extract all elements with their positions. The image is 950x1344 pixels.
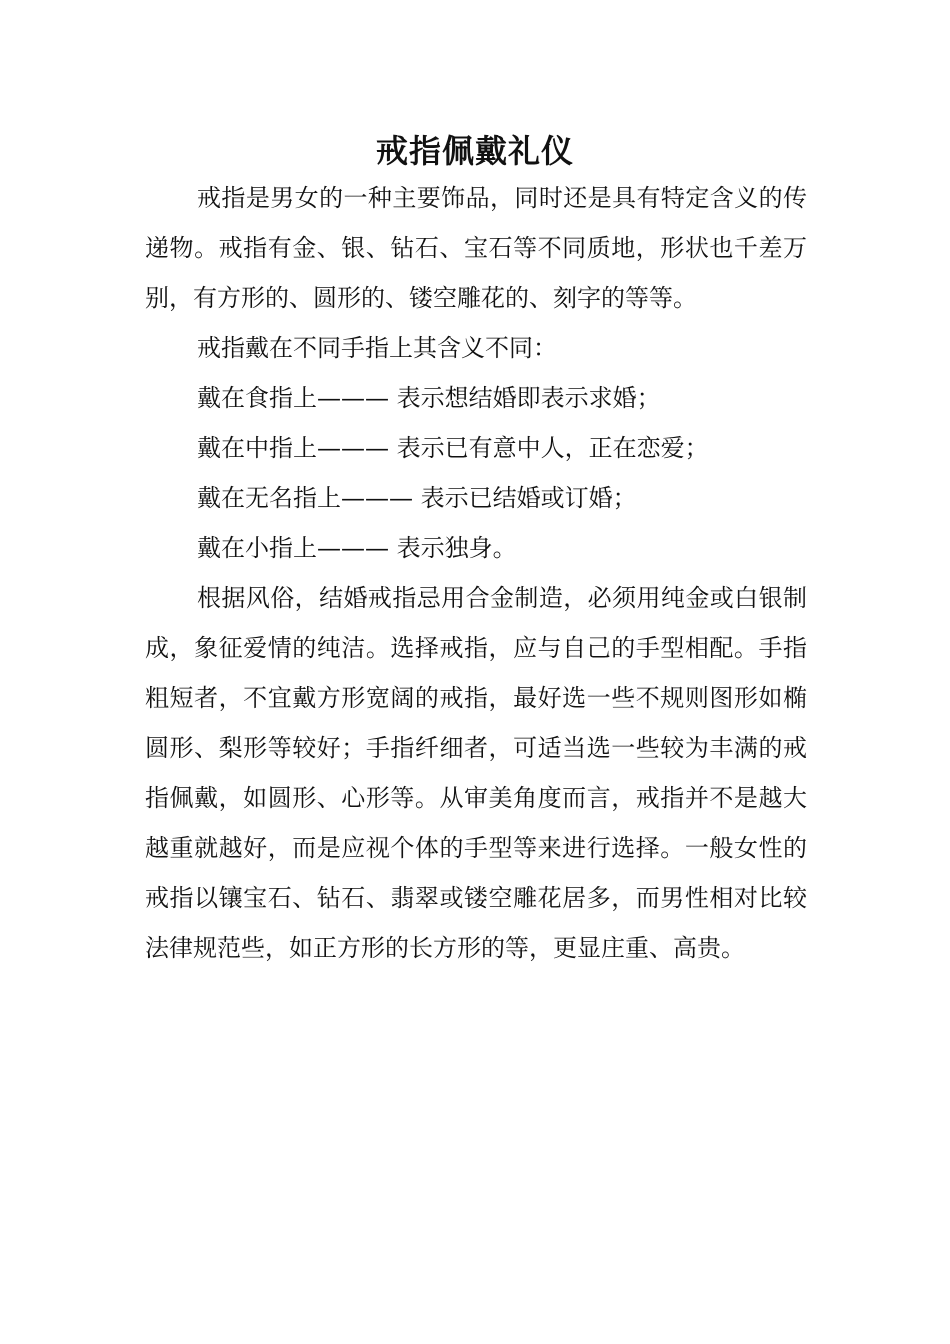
meaning-ring-finger: 戴在无名指上——— 表示已结婚或订婚； <box>197 484 637 512</box>
document-title: 戒指佩戴礼仪 <box>375 132 574 170</box>
paragraph-intro: 戒指是男女的一种主要饰品，同时还是具有特定含义的传递物。戒指有金、银、钻石、宝石等不同质地，形状也千差万别，有方形的、圆形的、镂空雕花的、刻字的等等。 <box>145 184 807 312</box>
meaning-little-finger: 戴在小指上——— 表示独身。 <box>197 534 517 562</box>
meaning-index-finger: 戴在食指上——— 表示想结婚即表示求婚； <box>197 384 661 412</box>
meanings-intro: 戒指戴在不同手指上其含义不同： <box>197 334 557 362</box>
paragraph-selection: 根据风俗，结婚戒指忌用合金制造，必须用纯金或白银制成，象征爱情的纯洁。选择戒指，应与自己的手型相配。手指粗短者，不宜戴方形宽阔的戒指，最好选一些不规则图形如椭圆形、梨形等较好；手指纤细者，可适当选一些较为丰满的戒指佩戴，如圆形、心形等。从审美角度而言，戒指并不是越大越重就越好，而是应视个体的手型等来进行选择。一般女性的戒指以镶宝石、钻石、翡翠或镂空雕花居多，而男性相对比较法律规范些，如正方形的长方形的等，更显庄重、高贵。 <box>145 584 807 962</box>
meaning-middle-finger: 戴在中指上——— 表示已有意中人，正在恋爱； <box>197 434 709 462</box>
document-body <box>145 173 807 973</box>
